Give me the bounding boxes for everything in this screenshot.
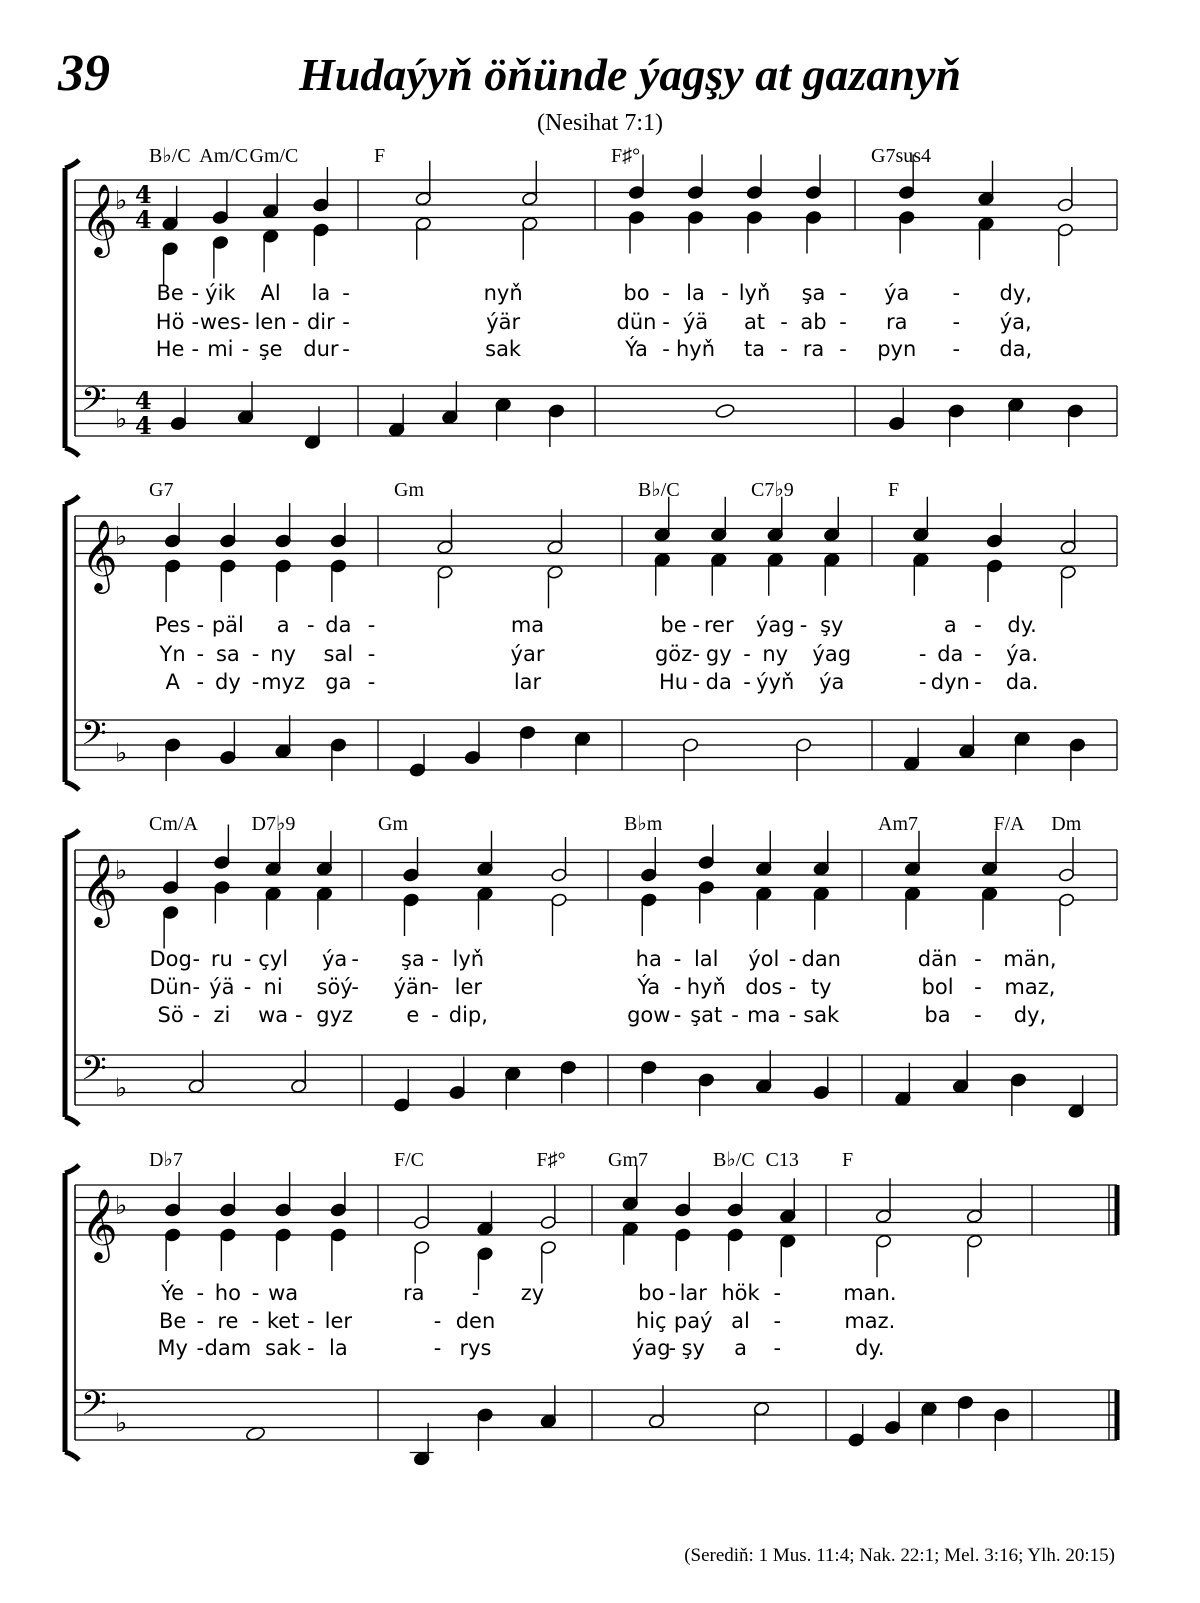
chord-symbol: Am/C [199,145,249,167]
lyric-syllable: - [367,613,376,637]
lyric-syllable: dy, [1013,1003,1047,1027]
lyric-syllable: - [952,337,961,361]
lyric-syllable: män, [1003,947,1057,971]
lyric-syllable: wa [268,1281,299,1305]
lyric-syllable: Be [156,281,184,305]
key-signature-flat: ♭ [115,1073,128,1104]
time-signature-denominator: 4 [135,411,152,440]
lyric-syllable: - [662,310,670,334]
lyric-syllable: söý [316,975,353,999]
lyric-syllable: al [731,1309,750,1333]
lyric-syllable: - [974,670,982,694]
lyric-syllable: dam [204,1336,252,1360]
chord-symbol: B♭/C [149,145,191,167]
lyric-syllable: - [662,281,670,305]
lyric-syllable: ma [510,613,545,637]
lyric-syllable: a [734,1336,747,1360]
lyric-syllable: - [780,337,788,361]
lyric-syllable: Dün [149,975,193,999]
lyric-syllable: ýär [486,310,521,334]
lyric-syllable: şa [801,281,826,305]
lyric-syllable: - [471,1281,480,1305]
lyric-syllable: la [686,281,705,305]
key-signature-flat: ♭ [115,1408,128,1439]
chord-symbol: C7♭9 [751,479,794,501]
lyric-syllable: A [165,670,180,694]
lyric-syllable: - [673,1003,682,1027]
lyric-syllable: - [692,670,700,694]
lyric-syllable: şat [690,1003,723,1027]
hymn-number: 39 [58,45,110,102]
lyric-syllable: - [788,975,797,999]
lyric-syllable: myz [261,670,306,694]
chord-symbol: D7♭9 [251,813,296,835]
lyric-syllable: dün [616,310,657,334]
lyric-syllable: hyň [686,975,726,999]
lyric-syllable: hök [721,1281,760,1305]
system-bracket [65,1165,79,1460]
bass-clef: 𝄢 [81,381,107,427]
lyric-syllable: la [329,1336,348,1360]
lyric-syllable: lyň [738,281,771,305]
lyric-syllable: - [367,670,376,694]
lyric-syllable: - [306,613,315,637]
lyric-syllable: la [311,281,331,305]
lyric-syllable: - [974,975,982,999]
lyric-syllable: My [157,1336,188,1360]
lyric-syllable: da [325,613,352,637]
system-1 [65,155,1117,457]
lyric-syllable: nyň [483,281,523,305]
chord-symbol: F [888,479,900,501]
lyric-syllable: da [705,670,732,694]
scripture-subtitle: (Nesihat 7:1) [537,110,663,136]
lyric-syllable: - [367,642,376,666]
lyric-syllable: ýyň [756,670,795,694]
lyric-syllable: Pes [154,613,191,637]
lyric-syllable: - [974,1003,982,1027]
lyric-syllable: paý [673,1309,713,1333]
chord-symbol: Cm/A [149,813,198,835]
lyric-syllable: rys [459,1336,492,1360]
hymn-title: Hudaýyň öňünde ýagşy at gazanyň [299,49,961,100]
lyric-syllable: - [342,310,350,334]
time-signature-denominator: 4 [135,205,152,234]
chord-symbol: Am7 [878,813,918,835]
lyric-syllable: dip, [448,1003,488,1027]
lyric-syllable: be [660,613,687,637]
lyric-syllable: da, [999,337,1033,361]
lyric-syllable: sak [803,1003,840,1027]
chord-symbol: Gm [378,813,408,835]
lyric-syllable: mi [207,337,234,361]
chord-symbol: F♯° [611,145,641,167]
lyric-syllable: ýag [631,1336,671,1360]
lyric-syllable: - [306,1336,315,1360]
lyric-syllable: - [294,1003,303,1027]
lyric-syllable: - [351,975,359,999]
key-signature-flat: ♭ [115,522,128,552]
lyric-syllable: - [191,337,200,361]
lyric-syllable: dir [306,310,335,334]
lyric-syllable: lar [513,670,542,694]
lyric-syllable: dyn [930,670,970,694]
key-signature-flat: ♭ [115,738,128,769]
lyric-syllable: Hu [658,670,689,694]
lyric-syllable: - [799,613,808,637]
chord-symbol: B♭m [624,813,663,835]
key-signature-flat: ♭ [115,404,128,435]
chord-symbol: D♭7 [149,1149,183,1171]
lyric-syllable: ýar [510,642,545,666]
lyric-syllable: - [196,1309,205,1333]
lyric-syllable: - [952,281,961,305]
chord-symbol: C13 [765,1149,799,1171]
lyric-syllable: man. [843,1281,897,1305]
lyric-syllable: ýik [205,281,236,305]
lyric-syllable: - [918,642,927,666]
lyric-syllable: Yn [159,642,186,666]
lyric-syllable: pyn [877,337,917,361]
treble-clef: 𝄞 [81,518,118,591]
lyric-syllable: - [192,975,201,999]
lyric-syllable: - [431,975,439,999]
lyric-syllable: gyz [316,1003,354,1027]
key-signature-flat: ♭ [115,856,128,886]
lyric-syllable: Al [260,281,281,305]
lyric-syllable: - [743,670,751,694]
lyric-syllable: ket [266,1309,300,1333]
lyric-syllable: - [431,947,439,971]
lyric-syllable: ýa [321,947,348,971]
lyric-syllable: - [952,310,961,334]
lyric-syllable: ler [454,975,483,999]
lyric-syllable: dy. [855,1336,885,1360]
chord-symbol: F [842,1149,854,1171]
chord-symbol: F/C [394,1149,425,1171]
lyric-syllable: ra [885,310,908,334]
lyric-syllable: dos [745,975,783,999]
lyric-syllable: ru [210,947,233,971]
lyric-syllable: - [974,613,982,637]
lyric-syllable: - [743,642,751,666]
chord-symbol: G7 [149,479,174,501]
lyric-syllable: bo [623,281,650,305]
lyric-syllable: ýa, [999,310,1032,334]
lyric-syllable: ma [747,1003,781,1027]
lyric-syllable: ho [214,1281,241,1305]
treble-clef: 𝄞 [81,1187,118,1260]
chord-symbol: Gm [394,479,424,501]
lyric-syllable: ta [743,337,766,361]
lyric-syllable: ýä [682,310,709,334]
lyric-syllable: wa [258,1003,289,1027]
lyric-syllable: - [192,1003,201,1027]
lyric-syllable: - [692,613,700,637]
lyric-syllable: - [342,281,350,305]
chord-symbol: F/A [993,813,1025,835]
lyric-syllable: - [773,1309,782,1333]
lyric-syllable: - [788,1003,797,1027]
lyric-syllable: - [251,1281,260,1305]
chord-symbol: G7sus4 [871,145,932,167]
lyric-syllable: sal [323,642,354,666]
lyric-syllable: ler [324,1309,353,1333]
lyric-syllable: len [254,310,287,334]
lyric-syllable: zi [213,1003,231,1027]
lyric-syllable: - [196,1336,205,1360]
lyric-syllable: - [196,670,205,694]
lyric-syllable: päl [211,613,244,637]
treble-clef: 𝄞 [81,182,118,255]
lyric-syllable: re [217,1309,239,1333]
lyric-syllable: sa [215,642,240,666]
lyric-syllable: - [251,1309,260,1333]
bass-clef: 𝄢 [81,1385,107,1431]
lyric-syllable: sak [485,337,522,361]
chord-symbol: Gm7 [608,1149,648,1171]
lyric-syllable: hiç [635,1309,667,1333]
lyric-syllable: - [291,310,300,334]
lyric-syllable: a [276,613,290,637]
lyric-syllable: ty [810,975,832,999]
lyric-syllable: rer [703,613,734,637]
lyric-syllable: hyň [675,337,716,361]
lyric-syllable: Dog [149,947,192,971]
lyric-syllable: gy [705,642,732,666]
scripture-references: (Serediň: 1 Mus. 11:4; Nak. 22:1; Mel. 3:16; Ylh. 20:15) [684,1545,1115,1566]
lyric-syllable: - [433,1309,442,1333]
lyric-syllable: dur [303,337,339,361]
lyric-syllable: Ýa [637,975,661,999]
lyric-syllable: ýa [819,670,845,694]
lyric-syllable: ýol [748,947,780,971]
chord-symbol: Dm [1051,813,1082,835]
lyric-syllable: - [721,281,729,305]
lyric-syllable: - [839,337,847,361]
chord-symbol: B♭/C [713,1149,755,1171]
lyric-syllable: - [974,947,982,971]
lyric-syllable: maz, [1004,975,1056,999]
lyric-syllable: da [937,642,964,666]
lyric-syllable: - [191,310,200,334]
chord-symbol: Gm/C [249,145,299,167]
chord-symbol: B♭/C [638,479,680,501]
lyric-syllable: dan [801,947,842,971]
lyric-syllable: - [773,1336,782,1360]
lyric-syllable: ba [924,1003,951,1027]
lyric-syllable: - [431,1003,439,1027]
lyric-syllable: - [351,947,359,971]
lyric-syllable: - [241,310,250,334]
lyric-syllable: - [196,613,205,637]
lyric-syllable: ab [800,310,827,334]
lyric-syllable: - [668,1281,677,1305]
lyric-syllable: - [731,1003,739,1027]
lyric-syllable: a [943,613,957,637]
treble-clef: 𝄞 [81,852,118,925]
lyric-syllable: - [192,947,201,971]
chord-symbol: F♯° [536,1149,566,1171]
bass-notehead [715,403,736,419]
lyric-syllable: ýa. [1006,642,1039,666]
lyric-syllable: wes [199,310,241,334]
lyric-syllable: ra [402,1281,425,1305]
lyric-syllable: - [306,1309,315,1333]
lyric-syllable: - [191,281,200,305]
lyric-syllable: ha [635,947,662,971]
bass-clef: 𝄢 [81,1050,107,1096]
lyric-syllable: da. [1005,670,1039,694]
lyric-syllable: ýa [884,281,910,305]
lyric-syllable: şy [681,1336,705,1360]
lyric-syllable: Sö [157,1003,184,1027]
lyric-syllable: lal [693,947,719,971]
lyric-syllable: ýag [812,642,852,666]
lyric-syllable: zy [520,1281,545,1305]
lyric-syllable: ni [263,975,283,999]
lyric-syllable: - [433,1336,442,1360]
lyric-syllable: - [673,975,682,999]
lyric-syllable: Be [158,1309,187,1333]
lyric-syllable: dy [214,670,241,694]
lyric-syllable: Hö [155,310,185,334]
lyric-syllable: - [692,642,700,666]
lyric-syllable: - [839,310,847,334]
lyric-syllable: - [662,337,670,361]
lyric-syllable: - [251,642,260,666]
lyric-syllable: at [743,310,766,334]
lyric-syllable: maz. [844,1309,896,1333]
key-signature-flat: ♭ [115,1191,128,1221]
lyric-syllable: den [455,1309,496,1333]
lyric-syllable: dy, [999,281,1032,305]
lyric-syllable: - [196,642,205,666]
lyric-syllable: - [773,1281,782,1305]
lyric-syllable: ga [325,670,352,694]
lyric-syllable: ýag [755,613,795,637]
lyric-syllable: dän [917,947,958,971]
lyric-syllable: ny [270,642,296,666]
lyric-syllable: - [788,947,797,971]
lyric-syllable: - [196,1281,205,1305]
lyric-syllable: - [342,337,350,361]
lyric-syllable: - [668,1336,677,1360]
lyric-syllable: bol [921,975,954,999]
lyric-syllable: sak [265,1336,302,1360]
lyric-syllable: - [780,310,788,334]
lyric-syllable: - [241,337,250,361]
lyric-syllable: lar [679,1281,707,1305]
time-signature-numerator: 4 [135,386,152,415]
lyric-syllable: - [243,975,252,999]
lyric-syllable: Ýa [625,337,648,361]
lyric-syllable: ýä [209,975,235,999]
chord-symbol: F [374,145,386,167]
lyric-syllable: - [918,670,927,694]
lyric-syllable: gow [627,1003,671,1027]
lyric-syllable: dy. [1007,613,1037,637]
lyric-syllable: - [839,281,847,305]
lyric-syllable: ny [762,642,789,666]
bass-clef: 𝄢 [81,715,107,761]
lyric-syllable: - [974,642,982,666]
lyric-syllable: bo [638,1281,665,1305]
time-signature-numerator: 4 [135,180,152,209]
lyric-syllable: şa [400,947,425,971]
lyric-syllable: - [673,947,682,971]
lyric-syllable: lyň [452,947,485,971]
key-signature-flat: ♭ [115,186,128,216]
lyric-syllable: - [243,947,252,971]
system-bracket [65,830,79,1125]
system-bracket [65,496,79,790]
lyric-syllable: çyl [258,947,289,971]
lyric-syllable: e [406,1003,420,1027]
lyric-syllable: Ýe [161,1281,185,1305]
lyric-syllable: - [251,670,260,694]
lyric-syllable: ýän [393,975,433,999]
lyric-syllable: He [155,337,185,361]
lyric-syllable: şy [820,613,844,637]
lyric-syllable: şe [258,337,283,361]
lyric-syllable: ra [802,337,825,361]
lyric-syllable: göz [654,642,693,666]
